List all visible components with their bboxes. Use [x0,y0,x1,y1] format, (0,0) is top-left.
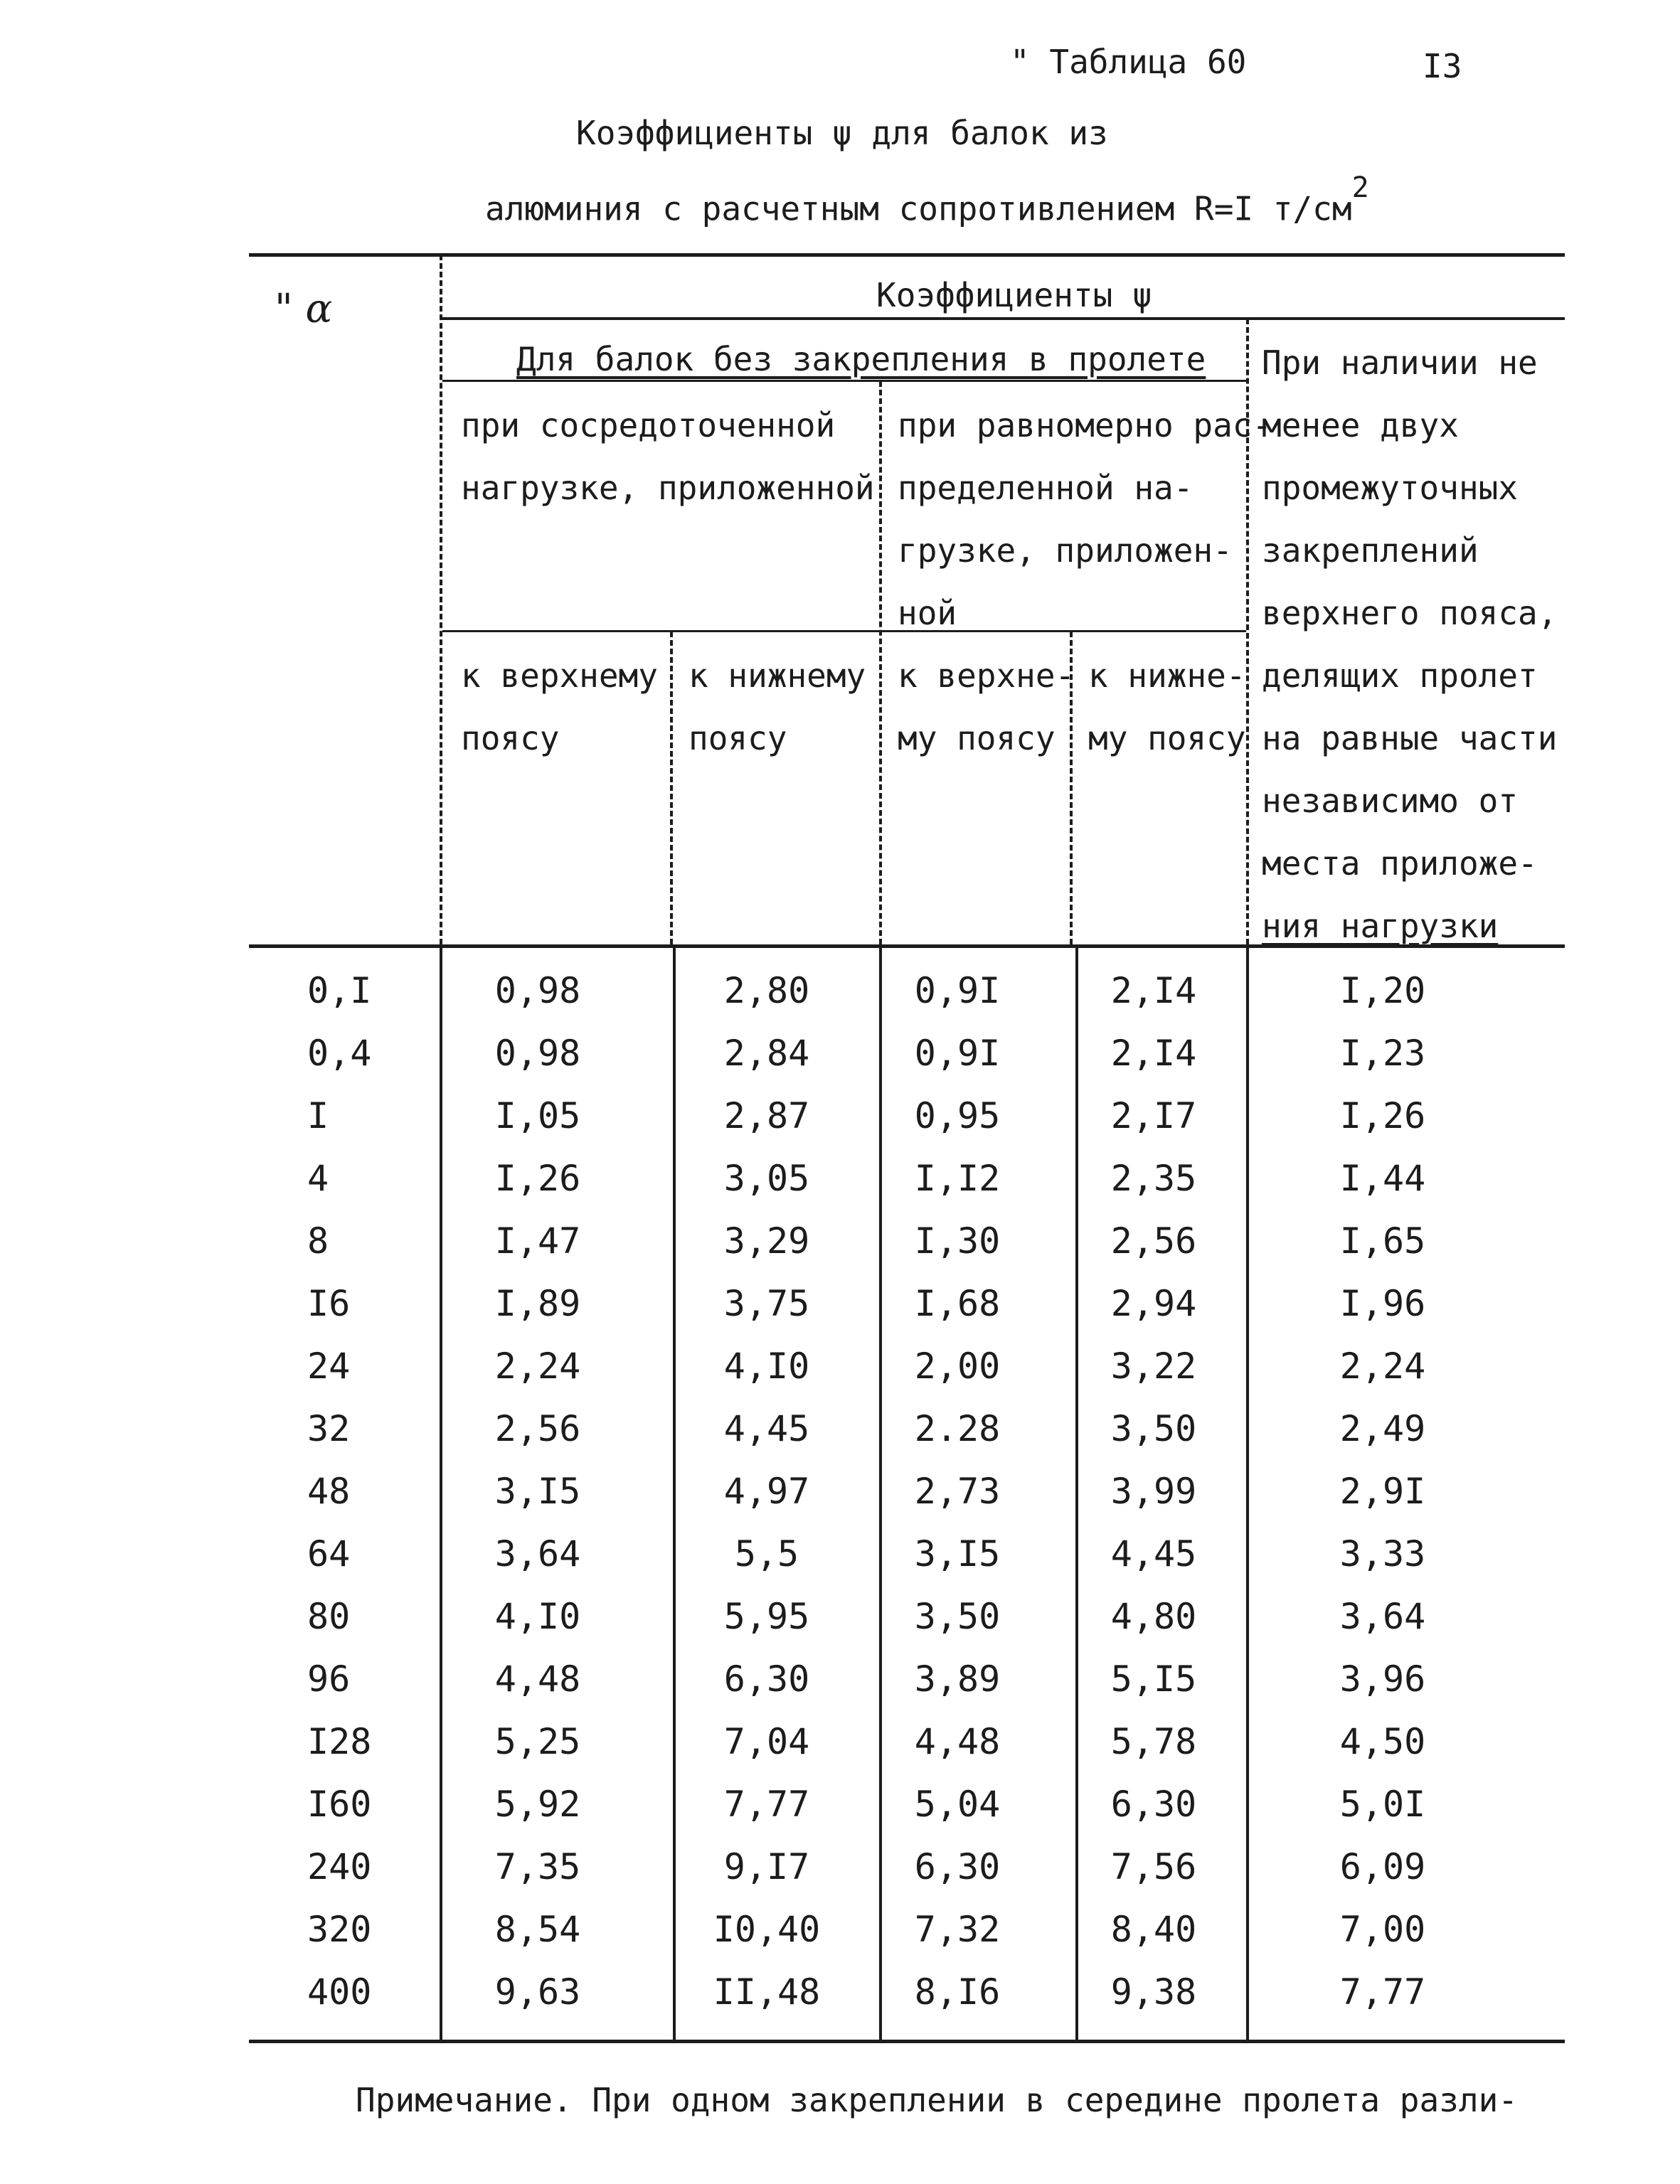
table-cell: 0,9I [914,1033,1001,1074]
col-fixed-2: менее двух [1262,406,1459,444]
table-cell: 3,29 [723,1220,810,1262]
title-line-2-text: алюминия с расчетным сопротивлением R=I т/см [485,189,1352,228]
table-cell: 0,98 [494,970,581,1011]
table-cell: 3,05 [723,1158,810,1199]
table-cell: 0,9I [914,970,1001,1011]
table-cell: I,23 [1339,1033,1426,1074]
row-alpha-value: 96 [307,1658,351,1700]
table-cell: I,47 [494,1220,581,1262]
table-cell: I,26 [1339,1095,1426,1136]
row-alpha-value: 48 [307,1471,351,1512]
table-cell: I,44 [1339,1158,1426,1199]
table-cell: I,96 [1339,1283,1426,1324]
subgroup-rule [442,380,1246,382]
table-cell: 4,45 [1110,1533,1197,1575]
table-cell: 3,50 [914,1596,1001,1637]
table-cell: 7,00 [1339,1909,1426,1950]
table-cell: 7,77 [723,1784,810,1825]
table-cell: 2,I7 [1110,1095,1197,1136]
table-cell: 5,04 [914,1784,1001,1825]
group-header-rule [442,317,1565,320]
table-cell: 2,56 [494,1408,581,1449]
table-cell: 8,54 [494,1909,581,1950]
table-cell: 4,48 [914,1721,1001,1762]
table-reference: " Таблица 60 [1010,43,1247,81]
table-cell: 4,97 [723,1471,810,1512]
table-cell: 2,24 [494,1346,581,1387]
table-cell: 3,64 [494,1533,581,1575]
row-alpha-value: 0,4 [307,1033,372,1074]
table-cell: 3,I5 [494,1471,581,1512]
col-fixed-3: промежуточных [1262,469,1519,507]
col-conc-top-1: к верхнему [461,656,658,695]
col-fixed-8: независимо от [1262,782,1519,820]
col-group-concentrated-2: нагрузке, приложенной [461,469,875,507]
table-cell: 2,I4 [1110,1033,1197,1074]
table-cell: 9,63 [494,1971,581,2013]
table-cell: 5,95 [723,1596,810,1637]
col-fixed-4: закреплений [1262,531,1479,570]
table-cell: 7,04 [723,1721,810,1762]
table-cell: 3,50 [1110,1408,1197,1449]
table-cell: 8,40 [1110,1909,1197,1950]
col-conc-top-2: поясу [461,719,560,757]
table-cell: 6,09 [1339,1846,1426,1887]
col-fixed-1: При наличии не [1262,343,1538,382]
divider-conc-sub [670,632,673,944]
row-alpha-value: 320 [307,1909,372,1950]
row-alpha-value: 80 [307,1596,351,1637]
page-number: I3 [1423,47,1462,85]
row-alpha-value: I6 [307,1283,351,1324]
table-cell: I,65 [1339,1220,1426,1262]
table-cell: I,89 [494,1283,581,1324]
subcolumn-rule [442,630,1246,632]
table-cell: 7,56 [1110,1846,1197,1887]
table-cell: 2,87 [723,1095,810,1136]
table-cell: 3,33 [1339,1533,1426,1575]
group-header: Коэффициенты ψ [876,276,1152,314]
table-cell: 5,25 [494,1721,581,1762]
title-line-1: Коэффициенты ψ для балок из [576,114,1108,152]
table-cell: I,26 [494,1158,581,1199]
table-bottom-rule [249,2040,1565,2043]
table-cell: 3,22 [1110,1346,1197,1387]
row-alpha-value: 32 [307,1408,351,1449]
table-cell: I0,40 [713,1909,821,1950]
table-cell: 2,80 [723,970,810,1011]
table-cell: 4,45 [723,1408,810,1449]
table-cell: I,20 [1339,970,1426,1011]
table-cell: 4,48 [494,1658,581,1700]
table-cell: 2,00 [914,1346,1001,1387]
table-cell: 5,I5 [1110,1658,1197,1700]
table-cell: 4,I0 [494,1596,581,1637]
footer-note: Примечание. При одном закреплении в середине пролета разли- [356,2081,1518,2119]
row-alpha-value: 64 [307,1533,351,1575]
table-cell: 2,24 [1339,1346,1426,1387]
table-cell: II,48 [713,1971,821,2013]
col-group-concentrated-1: при сосредоточенной [461,406,836,444]
col-group-distributed-4: ной [898,594,957,632]
row-alpha-value: 400 [307,1971,372,2013]
table-cell: 5,5 [734,1533,799,1575]
col-fixed-7: на равные части [1262,719,1558,757]
table-cell: 7,77 [1339,1971,1426,2013]
col-group-distributed-3: грузке, приложен- [898,531,1233,570]
table-cell: 5,78 [1110,1721,1197,1762]
table-cell: 2,49 [1339,1408,1426,1449]
table-cell: 6,30 [1110,1784,1197,1825]
table-cell: 0,95 [914,1095,1001,1136]
body-divider-2 [673,946,676,2041]
table-cell: 6,30 [914,1846,1001,1887]
table-cell: 4,80 [1110,1596,1197,1637]
table-top-rule [249,253,1565,257]
table-cell: 2.28 [914,1408,1001,1449]
table-cell: 0,98 [494,1033,581,1074]
col-fixed-6: делящих пролет [1262,656,1538,695]
table-cell: 2,56 [1110,1220,1197,1262]
table-cell: 3,75 [723,1283,810,1324]
col-group-distributed-2: пределенной на- [898,469,1193,507]
col-conc-bottom-1: к нижнему [689,656,866,695]
title-superscript: 2 [1351,171,1369,204]
divider-conc-dist [879,381,882,944]
row-alpha-value: 8 [307,1220,329,1262]
col-dist-bottom-1: к нижне- [1088,656,1246,695]
body-divider-1 [440,946,442,2041]
table-cell: 2,84 [723,1033,810,1074]
table-cell: 3,I5 [914,1533,1001,1575]
table-cell: 4,I0 [723,1346,810,1387]
table-cell: 2,73 [914,1471,1001,1512]
table-cell: 3,96 [1339,1658,1426,1700]
table-cell: 9,38 [1110,1971,1197,2013]
table-cell: 3,89 [914,1658,1001,1700]
table-cell: 5,92 [494,1784,581,1825]
col-conc-bottom-2: поясу [689,719,787,757]
title-line-2 [485,171,1369,228]
table-cell: 6,30 [723,1658,810,1700]
subgroup-no-fix: Для балок без закрепления в пролете [516,340,1206,378]
row-alpha-value: 24 [307,1346,351,1387]
table-cell: 2,94 [1110,1283,1197,1324]
row-alpha-value: I [307,1095,329,1136]
table-cell: 3,99 [1110,1471,1197,1512]
table-cell: 5,0I [1339,1784,1426,1825]
table-cell: 3,64 [1339,1596,1426,1637]
col-dist-top-2: му поясу [898,719,1056,757]
col-dist-bottom-2: му поясу [1088,719,1246,757]
row-alpha-value: I60 [307,1784,372,1825]
table-cell: I,30 [914,1220,1001,1262]
table-cell: 2,I4 [1110,970,1197,1011]
col-dist-top-1: к верхне- [898,656,1075,695]
col-fixed-5: верхнего пояса, [1262,594,1558,632]
divider-alpha [440,255,442,944]
col-group-distributed-1: при равномерно рас- [898,406,1272,444]
row-alpha-value: I28 [307,1721,372,1762]
table-cell: 2,9I [1339,1471,1426,1512]
row-alpha-value: 4 [307,1158,329,1199]
table-cell: 4,50 [1339,1721,1426,1762]
table-cell: 8,I6 [914,1971,1001,2013]
alpha-label: " α [275,286,333,332]
table-cell: 9,I7 [723,1846,810,1887]
body-divider-5 [1246,946,1249,2041]
table-cell: I,68 [914,1283,1001,1324]
table-cell: 7,32 [914,1909,1001,1950]
row-alpha-value: 240 [307,1846,372,1887]
table-cell: I,I2 [914,1158,1001,1199]
col-fixed-10: ния нагрузки [1262,907,1499,945]
row-alpha-value: 0,I [307,970,372,1011]
table-cell: 7,35 [494,1846,581,1887]
table-cell: 2,35 [1110,1158,1197,1199]
table-cell: I,05 [494,1095,581,1136]
col-fixed-9: места приложе- [1262,844,1538,883]
